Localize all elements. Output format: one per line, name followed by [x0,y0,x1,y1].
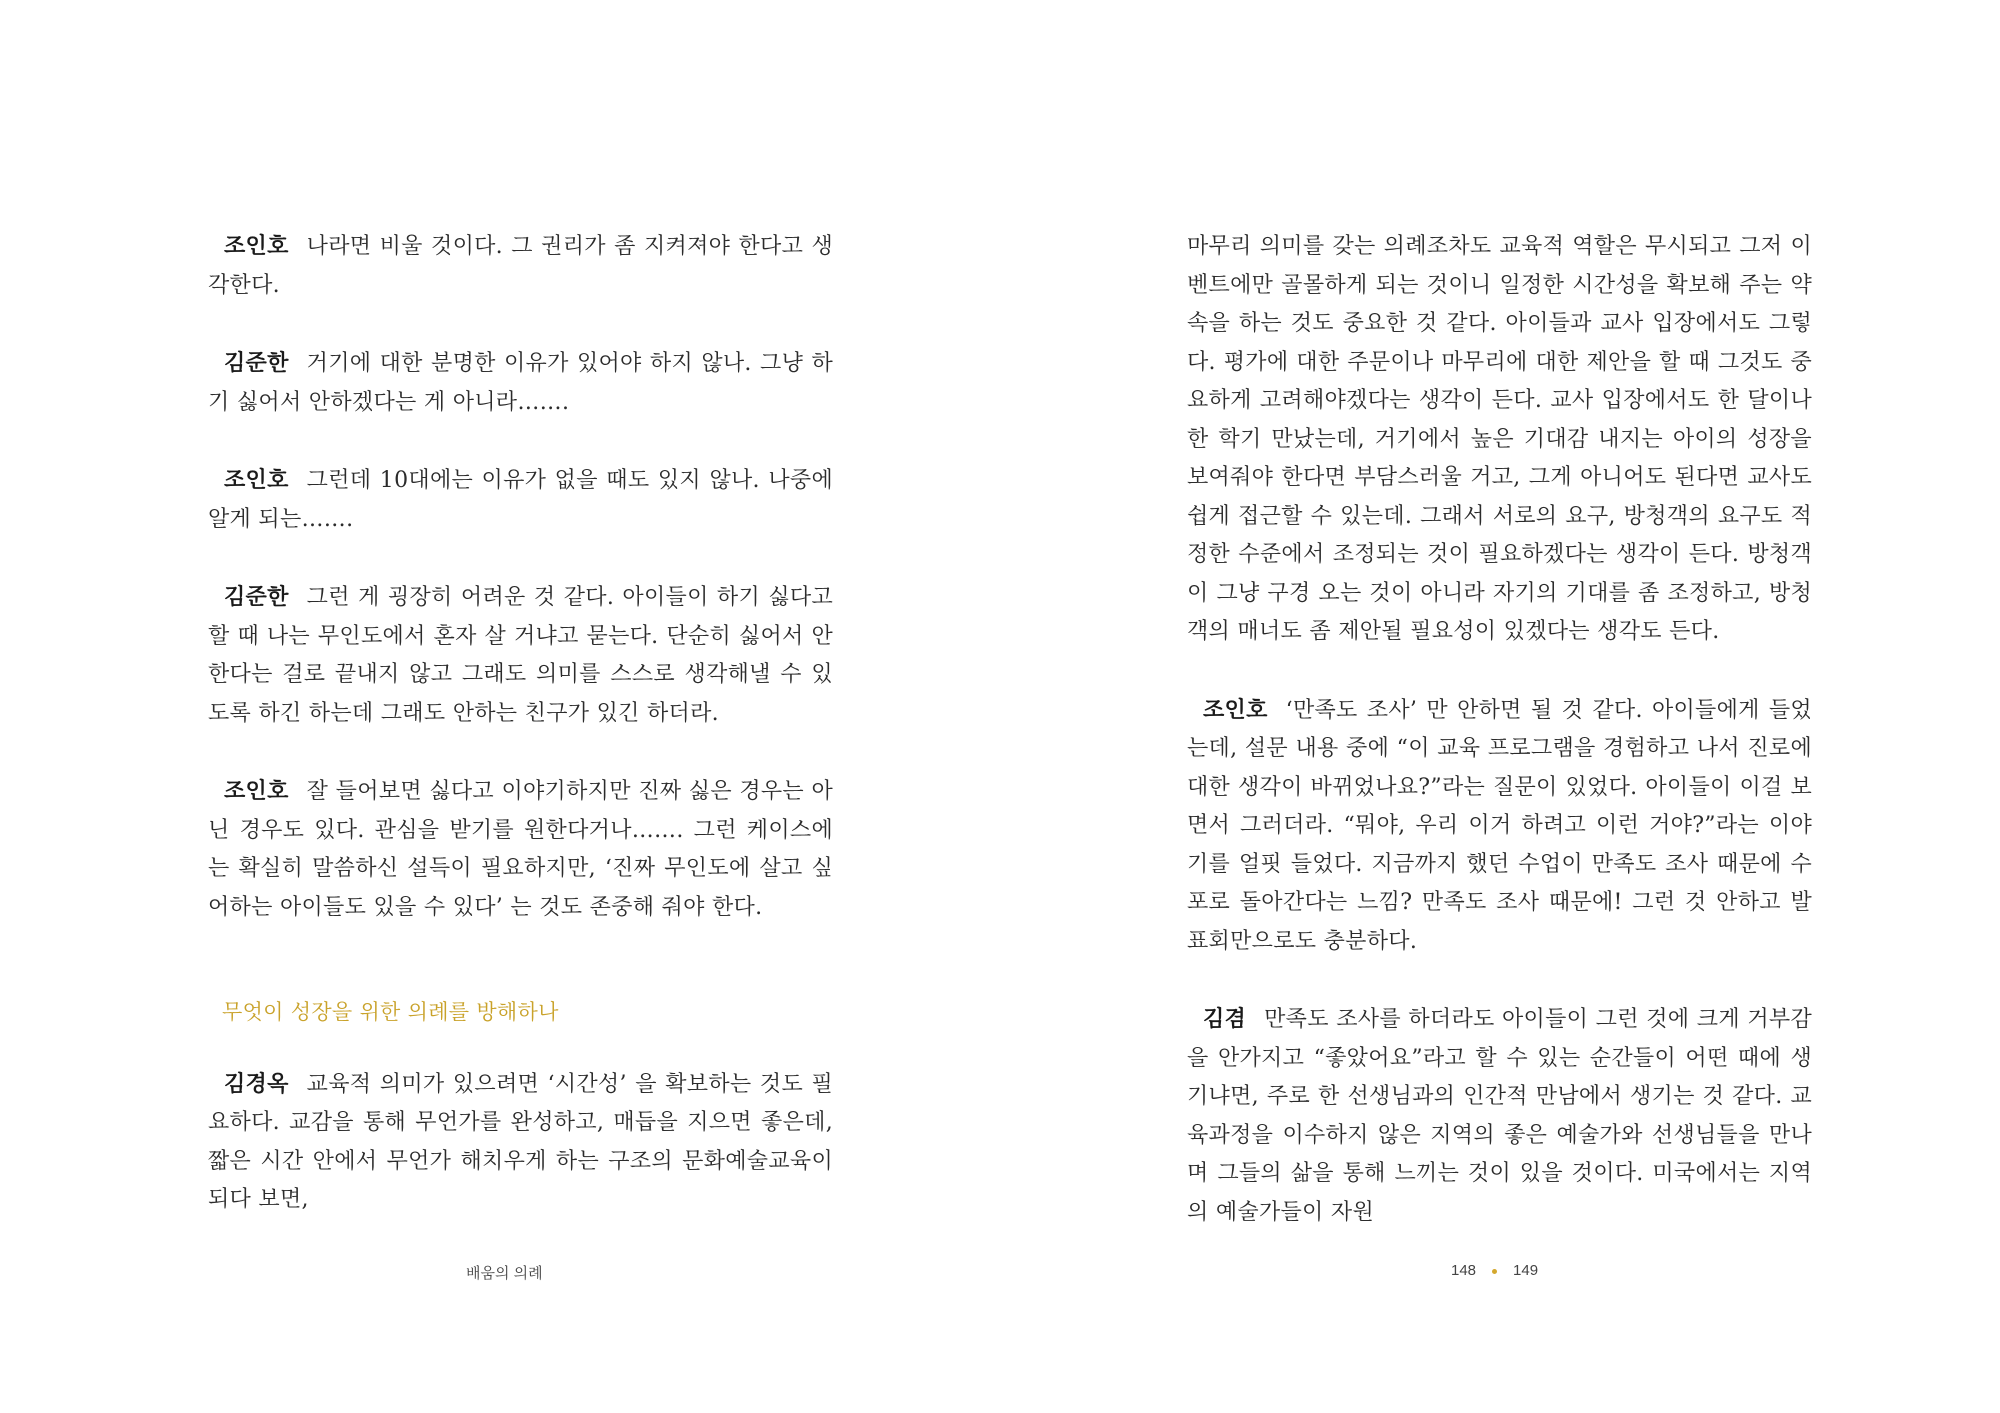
right-page [1000,0,2000,1413]
page-numbers [1451,1262,1538,1279]
dialogue-paragraph [208,1066,833,1220]
section-heading: 무엇이 성장을 위한 의례를 방해하나 [222,1000,559,1024]
speaker-name: 조인호 [1203,697,1268,723]
dialogue-paragraph [208,228,833,305]
speaker-name: 김준한 [224,351,289,376]
separator-dot-icon [1492,1269,1497,1274]
page-number-right: 149 [1513,1262,1539,1279]
dialogue-text: 만족도 조사를 하더라도 아이들이 그런 것에 크게 거부감을 안가지고 “좋았어요”라고 할 수 있는 순간들이 어떤 때에 생기냐면, 주로 한 선생님과의 인간적 만남에서 생기는 것 같다. 교육과정을 이수하지 않은 지역의 좋은 예술가와 선생님들을 만나며 그들의 삶을 통해 느끼는 것이 있을 것이다. 미국에서는 지역의 예술가들이 자원 [1187,1007,1812,1225]
dialogue-text: 잘 들어보면 싫다고 이야기하지만 진짜 싫은 경우는 아닌 경우도 있다. 관심을 받기를 원한다거나……. 그런 케이스에는 확실히 말씀하신 설득이 필요하지만, ‘진짜 무인도에 살고 싶어하는 아이들도 있을 수 있다’ 는 것도 존중해 줘야 한다. [208,779,833,920]
dialogue-paragraph [208,773,833,927]
dialogue-text: 나라면 비울 것이다. 그 권리가 좀 지켜져야 한다고 생각한다. [208,234,833,298]
speaker-name: 조인호 [224,234,289,259]
speaker-name: 조인호 [224,468,289,493]
speaker-name: 김경옥 [224,1071,289,1097]
right-page-text-column [1187,228,1812,1272]
speaker-name: 김겸 [1203,1007,1247,1032]
dialogue-paragraph [1187,1001,1812,1232]
dialogue-text: 거기에 대한 분명한 이유가 있어야 하지 않나. 그냥 하기 싫어서 안하겠다는 게 아니라……. [208,351,833,415]
dialogue-text: 교육적 의미가 있으려면 ‘시간성’ 을 확보하는 것도 필요하다. 교감을 통해 무언가를 완성하고, 매듭을 지으면 좋은데, 짧은 시간 안에서 무언가 해치우게 하는 구조의 문화예술교육이 되다 보면, [208,1071,833,1212]
speaker-name: 조인호 [224,779,289,804]
dialogue-paragraph [208,462,833,539]
dialogue-paragraph [1187,692,1812,962]
running-footer-title: 배움의 의례 [466,1265,543,1282]
dialogue-paragraph [208,345,833,422]
left-page-text-column [208,228,833,1260]
continuation-paragraph: 마무리 의미를 갖는 의례조차도 교육적 역할은 무시되고 그저 이벤트에만 골몰하게 되는 것이니 일정한 시간성을 확보해 주는 약속을 하는 것도 중요한 것 같다. 아이들과 교사 입장에서도 그렇다. 평가에 대한 주문이나 마무리에 대한 제안을 할 때 그것도 중요하게 고려해야겠다는 생각이 든다. 교사 입장에서도 한 달이나 한 학기 만났는데, 거기에서 높은 기대감 내지는 아이의 성장을 보여줘야 한다면 부담스러울 거고, 그게 아니어도 된다면 교사도 쉽게 접근할 수 있는데. 그래서 서로의 요구, 방청객의 요구도 적정한 수준에서 조정되는 것이 필요하겠다는 생각이 든다. 방청객이 그냥 구경 오는 것이 아니라 자기의 기대를 좀 조정하고, 방청객의 매너도 좀 제안될 필요성이 있겠다는 생각도 든다. [1187,234,1812,644]
dialogue-text: 그런데 10대에는 이유가 없을 때도 있지 않나. 나중에 알게 되는……. [208,468,833,532]
dialogue-text: ‘만족도 조사’ 만 안하면 될 것 같다. 아이들에게 들었는데, 설문 내용 중에 “이 교육 프로그램을 경험하고 나서 진로에 대한 생각이 바뀌었나요?”라는 질문이 있었다. 아이들이 이걸 보면서 그러더라. “뭐야, 우리 이거 하려고 이런 거야?”라는 이야기를 얼핏 들었다. 지금까지 했던 수업이 만족도 조사 때문에 수포로 돌아간다는 느낌? 만족도 조사 때문에! 그런 것 안하고 발표회만으로도 충분하다. [1187,697,1812,954]
dialogue-text: 그런 게 굉장히 어려운 것 같다. 아이들이 하기 싫다고 할 때 나는 무인도에서 혼자 살 거냐고 묻는다. 단순히 싫어서 안한다는 걸로 끝내지 않고 그래도 의미를 스스로 생각해낼 수 있도록 하긴 하는데 그래도 안하는 친구가 있긴 하더라. [208,585,833,726]
speaker-name: 김준한 [224,585,289,610]
page-number-left: 148 [1451,1262,1477,1279]
dialogue-paragraph [208,579,833,733]
